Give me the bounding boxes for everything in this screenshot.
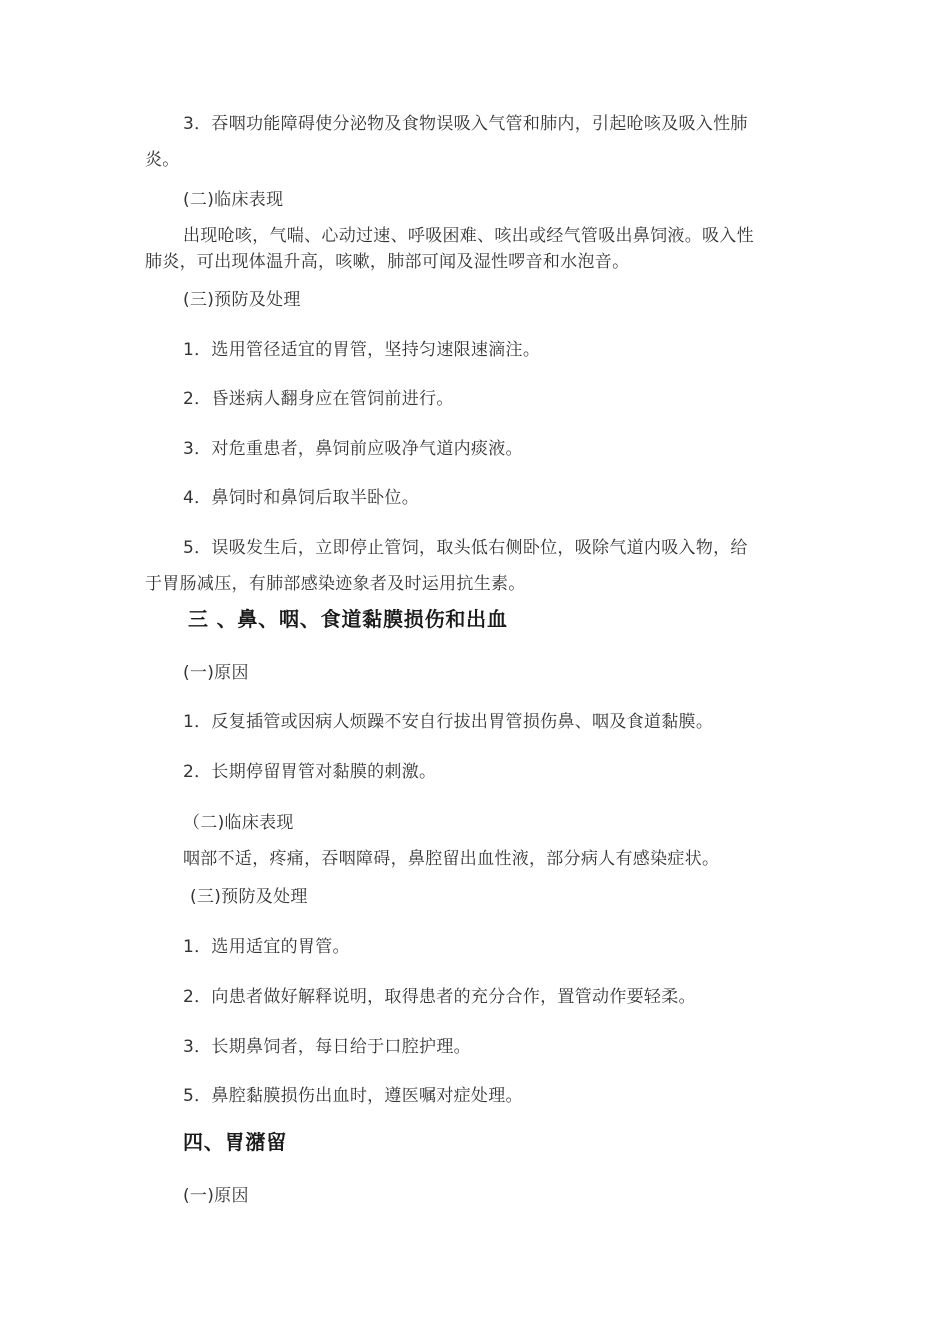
text-line: 炎。	[145, 150, 180, 170]
list-item: 2．昏迷病人翻身应在管饲前进行。	[183, 389, 454, 409]
subsection-heading: （二)临床表现	[183, 813, 294, 833]
subsection-heading: (一)原因	[183, 663, 249, 683]
list-item: 5．误吸发生后，立即停止管饲，取头低右侧卧位，吸除气道内吸入物，给	[183, 538, 748, 558]
subsection-heading: (三)预防及处理	[190, 887, 308, 907]
list-item: 4．鼻饲时和鼻饲后取半卧位。	[183, 488, 420, 508]
list-item: 3．长期鼻饲者，每日给于口腔护理。	[183, 1037, 471, 1057]
list-item: 1．选用适宜的胃管。	[183, 937, 350, 957]
list-item: 2．向患者做好解释说明，取得患者的充分合作，置管动作要轻柔。	[183, 987, 696, 1007]
list-item: 3．对危重患者，鼻饲前应吸净气道内痰液。	[183, 439, 523, 459]
subsection-heading: (三)预防及处理	[183, 290, 301, 310]
text-line: 出现呛咳，气喘、心动过速、呼吸困难、咳出或经气管吸出鼻饲液。吸入性	[183, 226, 754, 246]
subsection-heading: (一)原因	[183, 1186, 249, 1206]
text-line: 咽部不适，疼痛，吞咽障碍，鼻腔留出血性液，部分病人有感染症状。	[183, 849, 720, 869]
text-line: 3．吞咽功能障碍使分泌物及食物误吸入气管和肺内，引起呛咳及吸入性肺	[183, 114, 748, 134]
text-line: 肺炎，可出现体温升高，咳嗽，肺部可闻及湿性啰音和水泡音。	[145, 252, 630, 272]
subsection-heading: (二)临床表现	[183, 190, 284, 210]
list-item: 1．反复插管或因病人烦躁不安自行拔出胃管损伤鼻、咽及食道黏膜。	[183, 712, 714, 732]
list-item: 1．选用管径适宜的胃管，坚持匀速限速滴注。	[183, 340, 541, 360]
section-heading: 四、胃潴留	[183, 1130, 287, 1154]
section-heading: 三 、鼻、咽、食道黏膜损伤和出血	[188, 607, 508, 631]
list-item: 2．长期停留胃管对黏膜的刺激。	[183, 762, 437, 782]
text-line: 于胃肠减压，有肺部感染迹象者及时运用抗生素。	[145, 574, 526, 594]
list-item: 5．鼻腔黏膜损伤出血时，遵医嘱对症处理。	[183, 1086, 523, 1106]
